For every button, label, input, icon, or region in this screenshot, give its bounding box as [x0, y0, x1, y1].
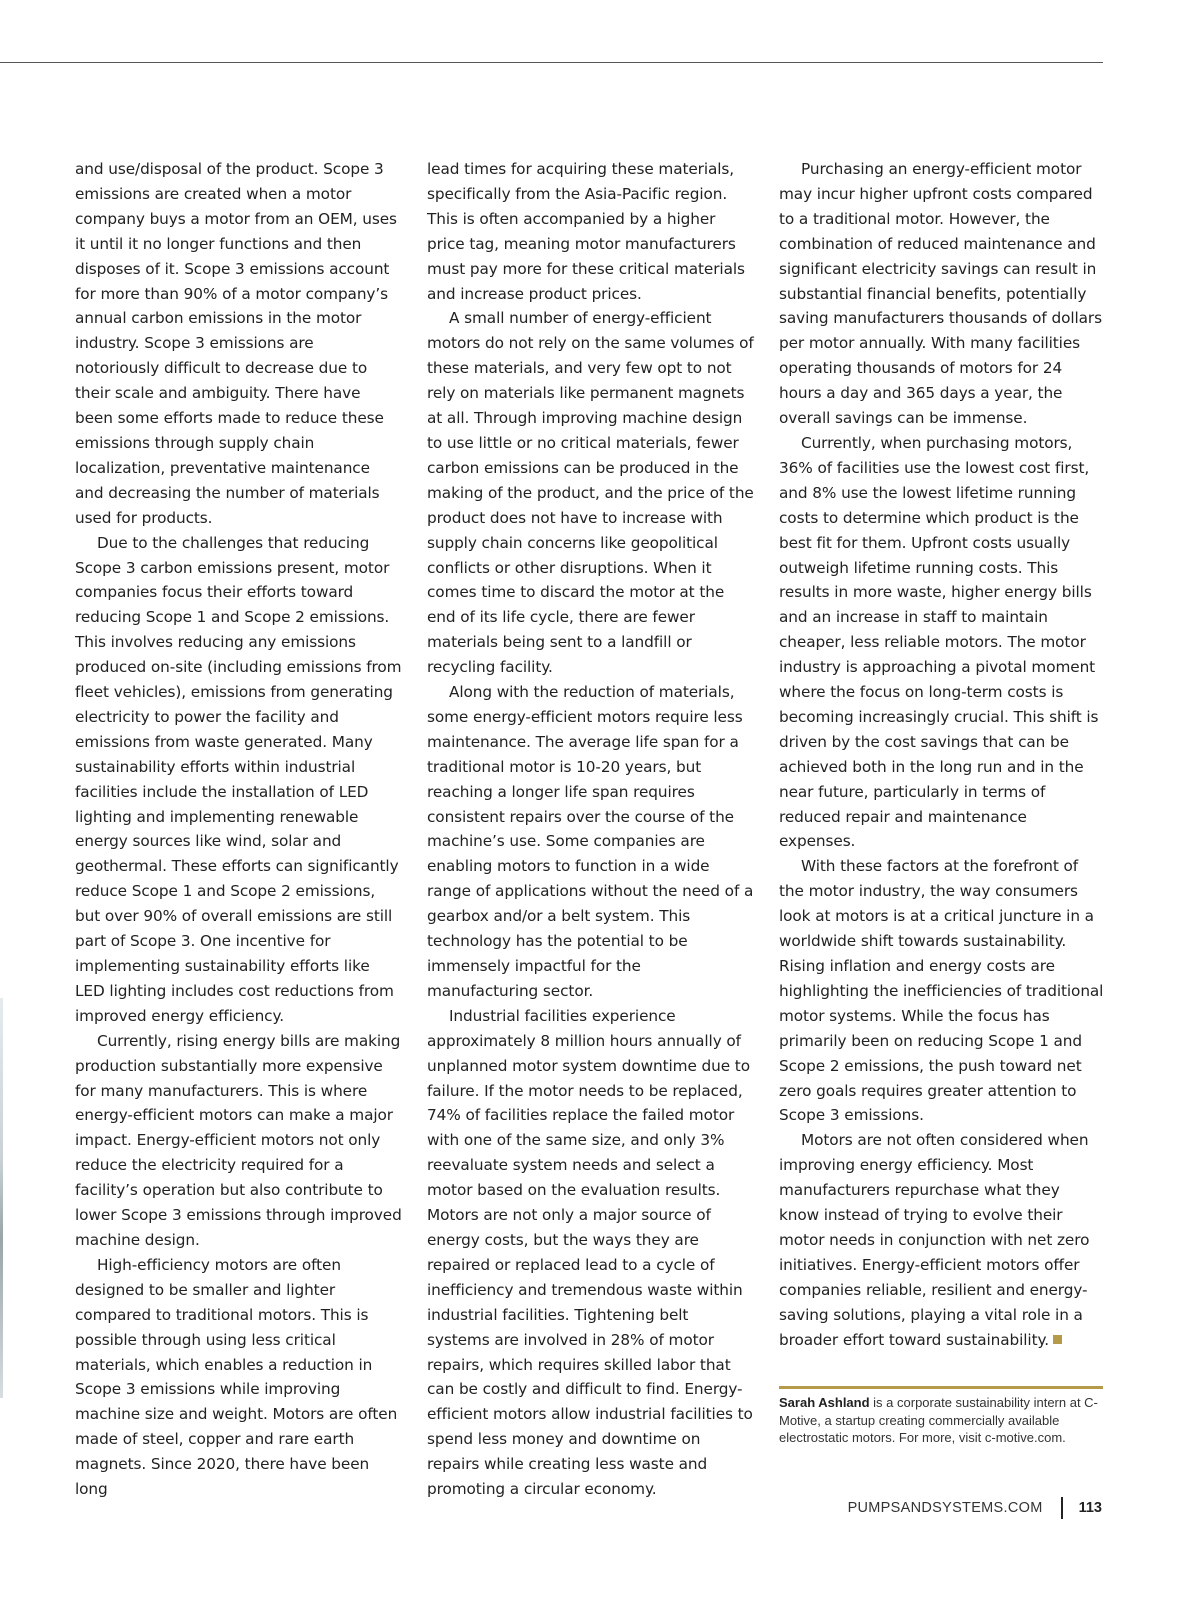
paragraph: Industrial facilities experience approximately 8 million hours annually of unplanned motor system downtime due to failure. If the motor needs to be replaced, 74% of facilities replace the failed motor with one of the same size, and only 3% reevaluate system needs and select a motor based on the evaluation results. Motors are not only a major source of energy costs, but the ways they are repaired or replaced lead to a cycle of inefficiency and tremendous waste within industrial facilities. Tightening belt systems are involved in 28% of motor repairs, which requires skilled labor that can be costly and difficult to find. Energy-efficient motors allow industrial facilities to spend less money and downtime on repairs while creating less waste and promoting a circular economy. [427, 1006, 753, 1499]
article-column-3 [779, 157, 1104, 1353]
page-footer [848, 1497, 1102, 1519]
article-column-1 [75, 157, 402, 1502]
page-edge-strip [0, 998, 3, 1398]
end-of-article-mark [1053, 1335, 1062, 1344]
paragraph: Currently, when purchasing motors, 36% of facilities use the lowest cost first, and 8% use the lowest lifetime running costs to determine which product is the best fit for them. Upfront costs usually outweigh lifetime running costs. This results in more waste, higher energy bills and an increase in staff to maintain cheaper, less reliable motors. The motor industry is approaching a pivotal moment where the focus on long-term costs is becoming increasingly crucial. This shift is driven by the cost savings that can be achieved both in the long run and in the near future, particularly in terms of reduced repair and maintenance expenses. [779, 433, 1099, 851]
author-name: Sarah Ashland [779, 1395, 870, 1410]
header-rule [0, 62, 1103, 63]
author-bio [779, 1394, 1109, 1447]
paragraph: lead times for acquiring these materials, specifically from the Asia-Pacific region. This is often accompanied by a higher price tag, meaning motor manufacturers must pay more for these critical materials and increase product prices. [427, 160, 745, 303]
author-bio-text: is a corporate sustainability intern at C-Motive, a startup creating commercially available electrostatic motors. For more, visit c-motive.com. [779, 1395, 1098, 1445]
article-column-2 [427, 157, 755, 1502]
closing-paragraph [779, 1128, 1104, 1352]
paragraph: Due to the challenges that reducing Scope 3 carbon emissions present, motor companies focus their efforts toward reducing Scope 1 and Scope 2 emissions. This involves reducing any emissions produced on-site (including emissions from fleet vehicles), emissions from generating electricity to power the facility and emissions from waste generated. Many sustainability efforts within industrial facilities include the installation of LED lighting and implementing renewable energy sources like wind, solar and geothermal. These efforts can significantly reduce Scope 1 and Scope 2 emissions, but over 90% of overall emissions are still part of Scope 3. One incentive for implementing sustainability efforts like LED lighting includes cost reductions from improved energy efficiency. [75, 533, 402, 1025]
footer-divider [1061, 1497, 1063, 1519]
paragraph: High-efficiency motors are often designed to be smaller and lighter compared to traditional motors. This is possible through using less critical materials, which enables a reduction in Scope 3 emissions while improving machine size and weight. Motors are often made of steel, copper and rare earth magnets. Since 2020, there have been long [75, 1255, 398, 1499]
paragraph-text: Motors are not often considered when improving energy efficiency. Most manufacturers repurchase what they know instead of trying to evolve their motor needs in conjunction with net zero initiatives. Energy-efficient motors offer companies reliable, resilient and energy-saving solutions, playing a vital role in a broader effort toward sustainability. [779, 1131, 1090, 1349]
paragraph: With these factors at the forefront of the motor industry, the way consumers look at motors is at a critical juncture in a worldwide shift towards sustainability. Rising inflation and energy costs are highlighting the inefficiencies of traditional motor systems. While the focus has primarily been on reducing Scope 1 and Scope 2 emissions, the push toward net zero goals requires greater attention to Scope 3 emissions. [779, 857, 1104, 1125]
paragraph: Purchasing an energy-efficient motor may incur higher upfront costs compared to a traditional motor. However, the combination of reduced maintenance and significant electricity savings can result in substantial financial benefits, potentially saving manufacturers thousands of dollars per motor annually. With many facilities operating thousands of motors for 24 hours a day and 365 days a year, the overall savings can be immense. [779, 160, 1102, 428]
footer-site: PUMPSANDSYSTEMS.COM [847, 1500, 1043, 1516]
paragraph: Currently, rising energy bills are making production substantially more expensive for many manufacturers. This is where energy-efficient motors can make a major impact. Energy-efficient motors not only reduce the electricity required for a facility’s operation but also contribute to lower Scope 3 emissions through improved machine design. [75, 1031, 402, 1249]
paragraph: A small number of energy-efficient motors do not rely on the same volumes of these materials, and very few opt to not rely on materials like permanent magnets at all. Through improving machine design to use little or no critical materials, fewer carbon emissions can be produced in the making of the product, and the price of the product does not have to increase with supply chain concerns like geopolitical conflicts or other disruptions. When it comes time to discard the motor at the end of its life cycle, there are fewer materials being sent to a landfill or recycling facility. [427, 309, 754, 677]
page-number: 113 [1078, 1500, 1102, 1516]
paragraph: and use/disposal of the product. Scope 3 emissions are created when a motor company buys a motor from an OEM, uses it until it no longer functions and then disposes of it. Scope 3 emissions account for more than 90% of a motor company’s annual carbon emissions in the motor industry. Scope 3 emissions are notoriously difficult to decrease due to their scale and ambiguity. There have been some efforts made to reduce these emissions through supply chain localization, preventative maintenance and decreasing the number of materials used for products. [75, 160, 397, 527]
author-bio-rule [779, 1386, 1103, 1389]
paragraph: Along with the reduction of materials, some energy-efficient motors require less maintenance. The average life span for a traditional motor is 10-20 years, but reaching a longer life span requires consistent repairs over the course of the machine’s use. Some companies are enabling motors to function in a wide range of applications without the need of a gearbox and/or a belt system. This technology has the potential to be immensely impactful for the manufacturing sector. [427, 683, 754, 1000]
